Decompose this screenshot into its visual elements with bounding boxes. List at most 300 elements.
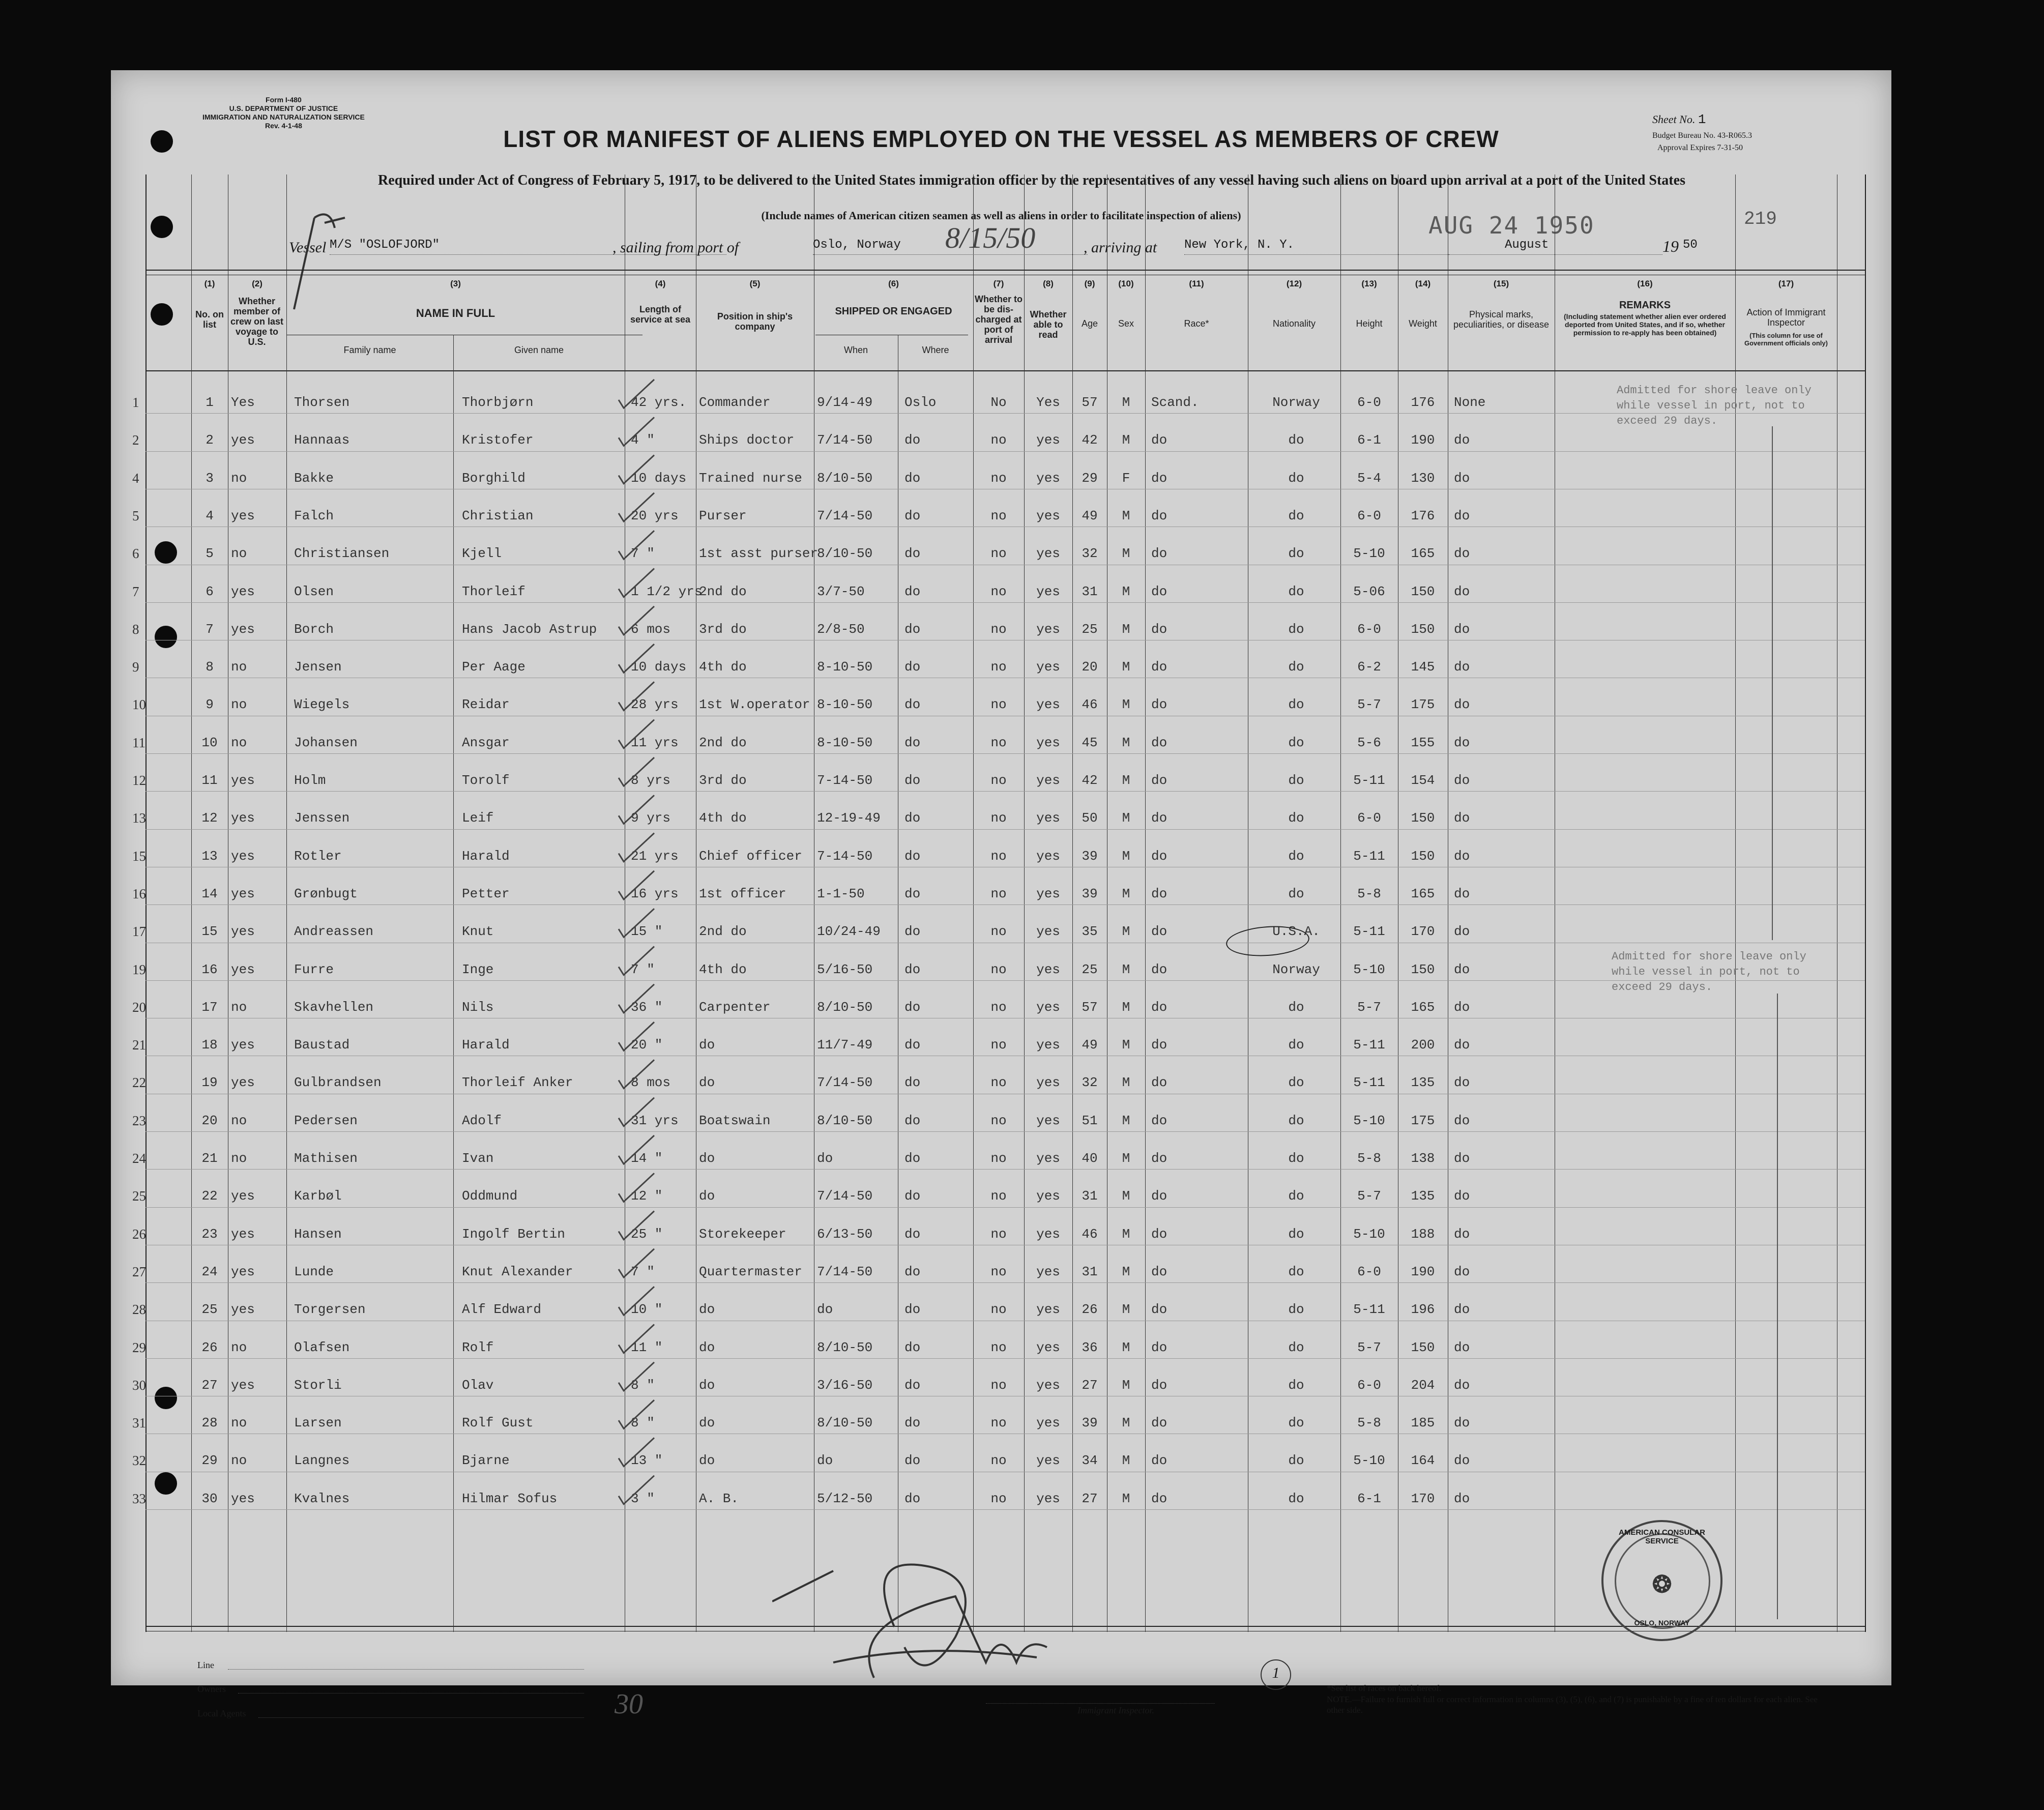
cell-sex: M — [1122, 773, 1130, 788]
col-num-13: (13) — [1361, 279, 1377, 288]
cell-nat: do — [1288, 735, 1304, 750]
cell-race: do — [1151, 1113, 1167, 1128]
cell-no: 2 — [206, 432, 214, 448]
cell-age: 27 — [1082, 1377, 1098, 1393]
arrival-port: New York, N. Y. — [1184, 238, 1295, 252]
cell-no: 10 — [201, 735, 218, 750]
cell-line: 19 — [132, 961, 146, 977]
cell-sex: M — [1122, 1377, 1130, 1393]
col-header-marks: Physical marks, peculiarities, or disease — [1453, 309, 1550, 330]
col-num-11: (11) — [1189, 279, 1204, 288]
cell-weight: 150 — [1411, 810, 1435, 826]
col-header-given: Given name — [514, 345, 564, 355]
cell-prev: no — [231, 1453, 247, 1469]
arrival-year: 50 — [1683, 238, 1698, 252]
cell-weight: 170 — [1411, 1491, 1435, 1506]
cell-marks: do — [1454, 999, 1470, 1015]
cell-given: Rolf Gust — [462, 1415, 534, 1431]
cell-marks: do — [1454, 508, 1470, 523]
cell-line: 9 — [132, 659, 139, 675]
cell-nat: do — [1288, 621, 1304, 637]
cell-position: do — [699, 1377, 715, 1393]
cell-position: 1st officer — [699, 886, 786, 901]
check-mark — [619, 1098, 654, 1126]
cell-service: 10 days — [631, 470, 687, 486]
cell-disch: No — [990, 395, 1007, 410]
total-crew-handwritten: 30 — [615, 1688, 643, 1720]
cell-where: do — [904, 432, 921, 448]
cell-marks: do — [1454, 546, 1470, 562]
cell-service: 10 days — [631, 659, 687, 675]
cell-sex: M — [1122, 659, 1130, 675]
cell-race: do — [1151, 546, 1167, 562]
cell-position: Carpenter — [699, 999, 771, 1015]
cell-read: yes — [1036, 697, 1060, 713]
cell-read: yes — [1036, 999, 1060, 1015]
cell-service: 6 mos — [631, 621, 671, 637]
check-mark — [619, 1362, 654, 1391]
check-mark — [619, 1211, 654, 1240]
cell-disch: no — [990, 1264, 1007, 1279]
cell-sex: M — [1122, 735, 1130, 750]
cell-disch: no — [990, 1491, 1007, 1506]
cell-service: 10 " — [631, 1302, 663, 1318]
cell-when: 10/24-49 — [817, 924, 881, 940]
cell-read: yes — [1036, 1226, 1060, 1242]
form-dept: U.S. DEPARTMENT OF JUSTICE — [229, 104, 338, 112]
cell-when: 3/16-50 — [817, 1377, 873, 1393]
cell-prev: yes — [231, 924, 255, 940]
cell-age: 31 — [1082, 1264, 1098, 1279]
cell-position: 1st W.operator — [699, 697, 810, 713]
cell-weight: 165 — [1411, 999, 1435, 1015]
cell-age: 34 — [1082, 1453, 1098, 1469]
cell-where: do — [904, 773, 921, 788]
cell-disch: no — [990, 546, 1007, 562]
page-number: 219 — [1744, 209, 1777, 229]
cell-service: 20 yrs — [631, 508, 679, 523]
cell-age: 42 — [1082, 773, 1098, 788]
cell-position: Quartermaster — [699, 1264, 802, 1279]
cell-no: 7 — [206, 621, 214, 637]
cell-line: 25 — [132, 1188, 146, 1204]
col-header-weight: Weight — [1409, 318, 1437, 329]
cell-height: 5-10 — [1353, 1226, 1385, 1242]
cell-family: Furre — [294, 961, 334, 977]
cell-prev: no — [231, 999, 247, 1015]
cell-marks: do — [1454, 1188, 1470, 1204]
cell-service: 7 " — [631, 961, 655, 977]
cell-service: 3 " — [631, 1491, 655, 1506]
manifest-sheet — [111, 70, 1891, 1720]
cell-sex: M — [1122, 848, 1130, 864]
cell-where: do — [904, 508, 921, 523]
cell-nat: do — [1288, 1226, 1304, 1242]
cell-weight: 135 — [1411, 1075, 1435, 1091]
cell-position: 2nd do — [699, 583, 747, 599]
cell-read: yes — [1036, 886, 1060, 901]
col-header-position: Position in ship's company — [717, 311, 793, 332]
cell-prev: yes — [231, 583, 255, 599]
cell-family: Thorsen — [294, 395, 350, 410]
cell-race: do — [1151, 1037, 1167, 1053]
check-mark — [619, 455, 654, 484]
cell-sex: M — [1122, 508, 1130, 523]
cell-prev: yes — [231, 961, 255, 977]
cell-read: yes — [1036, 810, 1060, 826]
circled-number: 1 — [1272, 1665, 1280, 1681]
cell-sex: M — [1122, 395, 1130, 410]
cell-position: Ships doctor — [699, 432, 795, 448]
cell-line: 31 — [132, 1415, 146, 1431]
cell-position: do — [699, 1339, 715, 1355]
col-header-read: Whether able to read — [1030, 309, 1067, 340]
cell-where: do — [904, 924, 921, 940]
cell-race: do — [1151, 1226, 1167, 1242]
cell-weight: 175 — [1411, 697, 1435, 713]
cell-marks: do — [1454, 1377, 1470, 1393]
col-num-14: (14) — [1415, 279, 1431, 288]
cell-read: yes — [1036, 1339, 1060, 1355]
cell-where: do — [904, 1339, 921, 1355]
cell-age: 50 — [1082, 810, 1098, 826]
cell-family: Andreassen — [294, 924, 374, 940]
footnote-penalty: NOTE.—Failure to furnish full or correct information in columns (3), (5), (6), and (7) is punishable by a fine of ten dollars for each alien. See other side. — [1327, 1695, 1818, 1715]
cell-age: 49 — [1082, 508, 1098, 523]
cell-race: do — [1151, 961, 1167, 977]
cell-nat: do — [1288, 1491, 1304, 1506]
footer-line-underline — [228, 1669, 584, 1670]
cell-weight: 165 — [1411, 546, 1435, 562]
cell-nat: do — [1288, 1339, 1304, 1355]
cell-family: Jensen — [294, 659, 342, 675]
col-header-action: Action of Immigrant Inspector — [1746, 307, 1826, 328]
cell-prev: yes — [231, 1264, 255, 1279]
cell-height: 6-0 — [1357, 810, 1381, 826]
cell-given: Alf Edward — [462, 1302, 542, 1318]
cell-when: 8-10-50 — [817, 697, 873, 713]
check-mark — [619, 606, 654, 635]
col-header-race: Race* — [1184, 318, 1209, 329]
cell-line: 2 — [132, 432, 139, 448]
cell-age: 40 — [1082, 1151, 1098, 1166]
cell-weight: 176 — [1411, 395, 1435, 410]
col-num-5: (5) — [749, 279, 761, 288]
cell-when: 8/10-50 — [817, 1339, 873, 1355]
cell-position: do — [699, 1188, 715, 1204]
cell-no: 14 — [201, 886, 218, 901]
cell-prev: yes — [231, 1075, 255, 1091]
cell-sex: M — [1122, 1188, 1130, 1204]
check-mark — [619, 379, 654, 408]
cell-race: do — [1151, 1188, 1167, 1204]
sheet-label: Sheet No. — [1652, 113, 1696, 126]
check-mark — [619, 947, 654, 975]
cell-service: 8 " — [631, 1377, 655, 1393]
cell-prev: no — [231, 1113, 247, 1128]
cell-when: 7-14-50 — [817, 848, 873, 864]
cell-prev: no — [231, 659, 247, 675]
cell-sex: M — [1122, 961, 1130, 977]
check-mark — [619, 909, 654, 937]
cell-prev: no — [231, 697, 247, 713]
cell-line: 10 — [132, 697, 146, 713]
col-header-nationality: Nationality — [1272, 318, 1316, 329]
cell-age: 32 — [1082, 1075, 1098, 1091]
check-mark — [619, 1060, 654, 1088]
cell-no: 22 — [201, 1188, 218, 1204]
cell-where: do — [904, 470, 921, 486]
cell-prev: yes — [231, 621, 255, 637]
cell-where: do — [904, 1151, 921, 1166]
cell-weight: 190 — [1411, 432, 1435, 448]
check-mark — [619, 984, 654, 1013]
vessel-name: M/S "OSLOFJORD" — [330, 238, 440, 252]
inspector-signature — [772, 1495, 1077, 1708]
cell-sex: M — [1122, 1226, 1130, 1242]
cell-given: Petter — [462, 886, 510, 901]
cell-read: yes — [1036, 1453, 1060, 1469]
check-mark — [619, 1400, 654, 1428]
cell-family: Gulbrandsen — [294, 1075, 382, 1091]
cell-line: 27 — [132, 1264, 146, 1279]
cell-prev: no — [231, 1339, 247, 1355]
cell-where: do — [904, 1075, 921, 1091]
cell-height: 5-11 — [1353, 773, 1385, 788]
sailing-label: , sailing from port of — [612, 239, 739, 256]
cell-no: 15 — [201, 924, 218, 940]
cell-disch: no — [990, 961, 1007, 977]
cell-position: 3rd do — [699, 773, 747, 788]
cell-when: 8/10-50 — [817, 1415, 873, 1431]
col-num-15: (15) — [1493, 279, 1509, 288]
cell-disch: no — [990, 659, 1007, 675]
cell-line: 22 — [132, 1075, 146, 1091]
col-header-remarks-note: (Including statement whether alien ever ordered deported from United States, and if so, whether permission to re-apply has been obtained) — [1564, 312, 1726, 337]
cell-read: yes — [1036, 1113, 1060, 1128]
cell-race: Scand. — [1151, 395, 1199, 410]
cell-no: 8 — [206, 659, 214, 675]
cell-when: 8-10-50 — [817, 659, 873, 675]
cell-weight: 150 — [1411, 1339, 1435, 1355]
cell-position: do — [699, 1075, 715, 1091]
cell-age: 27 — [1082, 1491, 1098, 1506]
cell-line: 7 — [132, 583, 139, 599]
cell-family: Holm — [294, 773, 326, 788]
cell-family: Langnes — [294, 1453, 350, 1469]
cell-line: 4 — [132, 470, 139, 486]
check-mark — [619, 1249, 654, 1277]
cell-race: do — [1151, 583, 1167, 599]
cell-service: 7 " — [631, 546, 655, 562]
cell-given: Kjell — [462, 546, 502, 562]
cell-position: Storekeeper — [699, 1226, 786, 1242]
cell-race: do — [1151, 432, 1167, 448]
cell-read: yes — [1036, 1491, 1060, 1506]
cell-where: do — [904, 621, 921, 637]
cell-line: 28 — [132, 1302, 146, 1318]
cell-race: do — [1151, 659, 1167, 675]
cell-line: 33 — [132, 1491, 146, 1506]
cell-height: 6-0 — [1357, 621, 1381, 637]
cell-height: 5-11 — [1353, 924, 1385, 940]
cell-family: Christiansen — [294, 546, 390, 562]
cell-weight: 155 — [1411, 735, 1435, 750]
cell-marks: do — [1454, 470, 1470, 486]
seal-text: AMERICAN CONSULAR SERVICE — [1619, 1528, 1705, 1545]
cell-weight: 188 — [1411, 1226, 1435, 1242]
cell-prev: no — [231, 1151, 247, 1166]
cell-weight: 175 — [1411, 1113, 1435, 1128]
cell-marks: do — [1454, 583, 1470, 599]
cell-nat: do — [1288, 848, 1304, 864]
footer-agents-underline — [258, 1717, 584, 1718]
cell-nat: do — [1288, 773, 1304, 788]
cell-marks: do — [1454, 848, 1470, 864]
cell-weight: 150 — [1411, 583, 1435, 599]
cell-family: Mathisen — [294, 1151, 358, 1166]
cell-height: 5-8 — [1357, 1151, 1381, 1166]
service-check-marks — [111, 70, 1891, 1685]
cell-height: 5-8 — [1357, 886, 1381, 901]
cell-weight: 196 — [1411, 1302, 1435, 1318]
cell-position: 3rd do — [699, 621, 747, 637]
cell-when: 3/7-50 — [817, 583, 865, 599]
arriving-label: , arriving at — [1084, 239, 1157, 256]
cell-age: 57 — [1082, 999, 1098, 1015]
cell-given: Christian — [462, 508, 534, 523]
cell-given: Thorbjørn — [462, 395, 534, 410]
col-header-shipped: SHIPPED OR ENGAGED — [835, 306, 952, 317]
cell-line: 16 — [132, 886, 146, 901]
col-num-1: (1) — [204, 279, 215, 288]
cell-nat: do — [1288, 1415, 1304, 1431]
cell-height: 6-0 — [1357, 1377, 1381, 1393]
cell-height: 6-2 — [1357, 659, 1381, 675]
cell-weight: 150 — [1411, 621, 1435, 637]
cell-where: do — [904, 999, 921, 1015]
cell-no: 4 — [206, 508, 214, 523]
cell-weight: 150 — [1411, 961, 1435, 977]
cell-height: 5-6 — [1357, 735, 1381, 750]
cell-age: 25 — [1082, 621, 1098, 637]
cell-disch: no — [990, 848, 1007, 864]
cell-nat: do — [1288, 1302, 1304, 1318]
cell-marks: do — [1454, 773, 1470, 788]
cell-sex: M — [1122, 1453, 1130, 1469]
col-header-sex: Sex — [1118, 318, 1134, 329]
cell-when: 1-1-50 — [817, 886, 865, 901]
cell-service: 11 " — [631, 1339, 663, 1355]
cell-where: do — [904, 735, 921, 750]
cell-nat: Norway — [1272, 395, 1320, 410]
cell-when: do — [817, 1151, 833, 1166]
cell-line: 24 — [132, 1151, 146, 1166]
cell-service: 8 " — [631, 1415, 655, 1431]
approval-expires: Approval Expires 7-31-50 — [1657, 143, 1743, 152]
col-header-height: Height — [1356, 318, 1383, 329]
col-num-9: (9) — [1084, 279, 1095, 288]
cell-given: Inge — [462, 961, 494, 977]
cell-weight: 170 — [1411, 924, 1435, 940]
cell-service: 8 yrs — [631, 773, 671, 788]
cell-no: 11 — [201, 773, 218, 788]
cell-sex: M — [1122, 1491, 1130, 1506]
cell-given: Kristofer — [462, 432, 534, 448]
col-num-3: (3) — [450, 279, 461, 288]
cell-read: yes — [1036, 1377, 1060, 1393]
cell-marks: do — [1454, 1264, 1470, 1279]
cell-when: 8-10-50 — [817, 735, 873, 750]
cell-when: 7/14-50 — [817, 1264, 873, 1279]
check-mark — [619, 1325, 654, 1353]
cell-sex: M — [1122, 546, 1130, 562]
cell-read: yes — [1036, 621, 1060, 637]
cell-sex: M — [1122, 1037, 1130, 1053]
cell-family: Karbøl — [294, 1188, 342, 1204]
cell-height: 5-10 — [1353, 1453, 1385, 1469]
cell-read: yes — [1036, 659, 1060, 675]
cell-marks: do — [1454, 1113, 1470, 1128]
cell-age: 31 — [1082, 583, 1098, 599]
form-rev: Rev. 4-1-48 — [265, 122, 302, 130]
check-mark — [619, 833, 654, 862]
cell-where: do — [904, 659, 921, 675]
cell-weight: 165 — [1411, 886, 1435, 901]
cell-marks: do — [1454, 621, 1470, 637]
cell-line: 15 — [132, 848, 146, 864]
cell-given: Borghild — [462, 470, 525, 486]
cell-service: 14 " — [631, 1151, 663, 1166]
cell-when: 7/14-50 — [817, 508, 873, 523]
cell-when: 7/14-50 — [817, 1075, 873, 1091]
cell-height: 6-1 — [1357, 432, 1381, 448]
footer-agents-label: Local Agents — [197, 1708, 246, 1718]
cell-where: do — [904, 546, 921, 562]
cell-service: 13 " — [631, 1453, 663, 1469]
cell-nat: do — [1288, 886, 1304, 901]
cell-sex: M — [1122, 583, 1130, 599]
cell-disch: no — [990, 697, 1007, 713]
cell-age: 51 — [1082, 1113, 1098, 1128]
cell-service: 31 yrs — [631, 1113, 679, 1128]
cell-marks: do — [1454, 697, 1470, 713]
cell-given: Bjarne — [462, 1453, 510, 1469]
cell-height: 5-11 — [1353, 1302, 1385, 1318]
cell-prev: yes — [231, 773, 255, 788]
cell-race: do — [1151, 1302, 1167, 1318]
cell-family: Bakke — [294, 470, 334, 486]
cell-race: do — [1151, 621, 1167, 637]
cell-family: Grønbugt — [294, 886, 358, 901]
cell-weight: 135 — [1411, 1188, 1435, 1204]
cell-family: Hannaas — [294, 432, 350, 448]
cell-nat: do — [1288, 1151, 1304, 1166]
check-mark — [619, 1287, 654, 1315]
cell-disch: no — [990, 1377, 1007, 1393]
cell-position: do — [699, 1453, 715, 1469]
cell-race: do — [1151, 508, 1167, 523]
cell-nat: do — [1288, 546, 1304, 562]
cell-line: 6 — [132, 546, 139, 562]
cell-no: 6 — [206, 583, 214, 599]
cell-given: Olav — [462, 1377, 494, 1393]
cell-height: 5-06 — [1353, 583, 1385, 599]
cell-height: 6-0 — [1357, 508, 1381, 523]
cell-height: 5-4 — [1357, 470, 1381, 486]
cell-race: do — [1151, 1453, 1167, 1469]
cell-disch: no — [990, 999, 1007, 1015]
